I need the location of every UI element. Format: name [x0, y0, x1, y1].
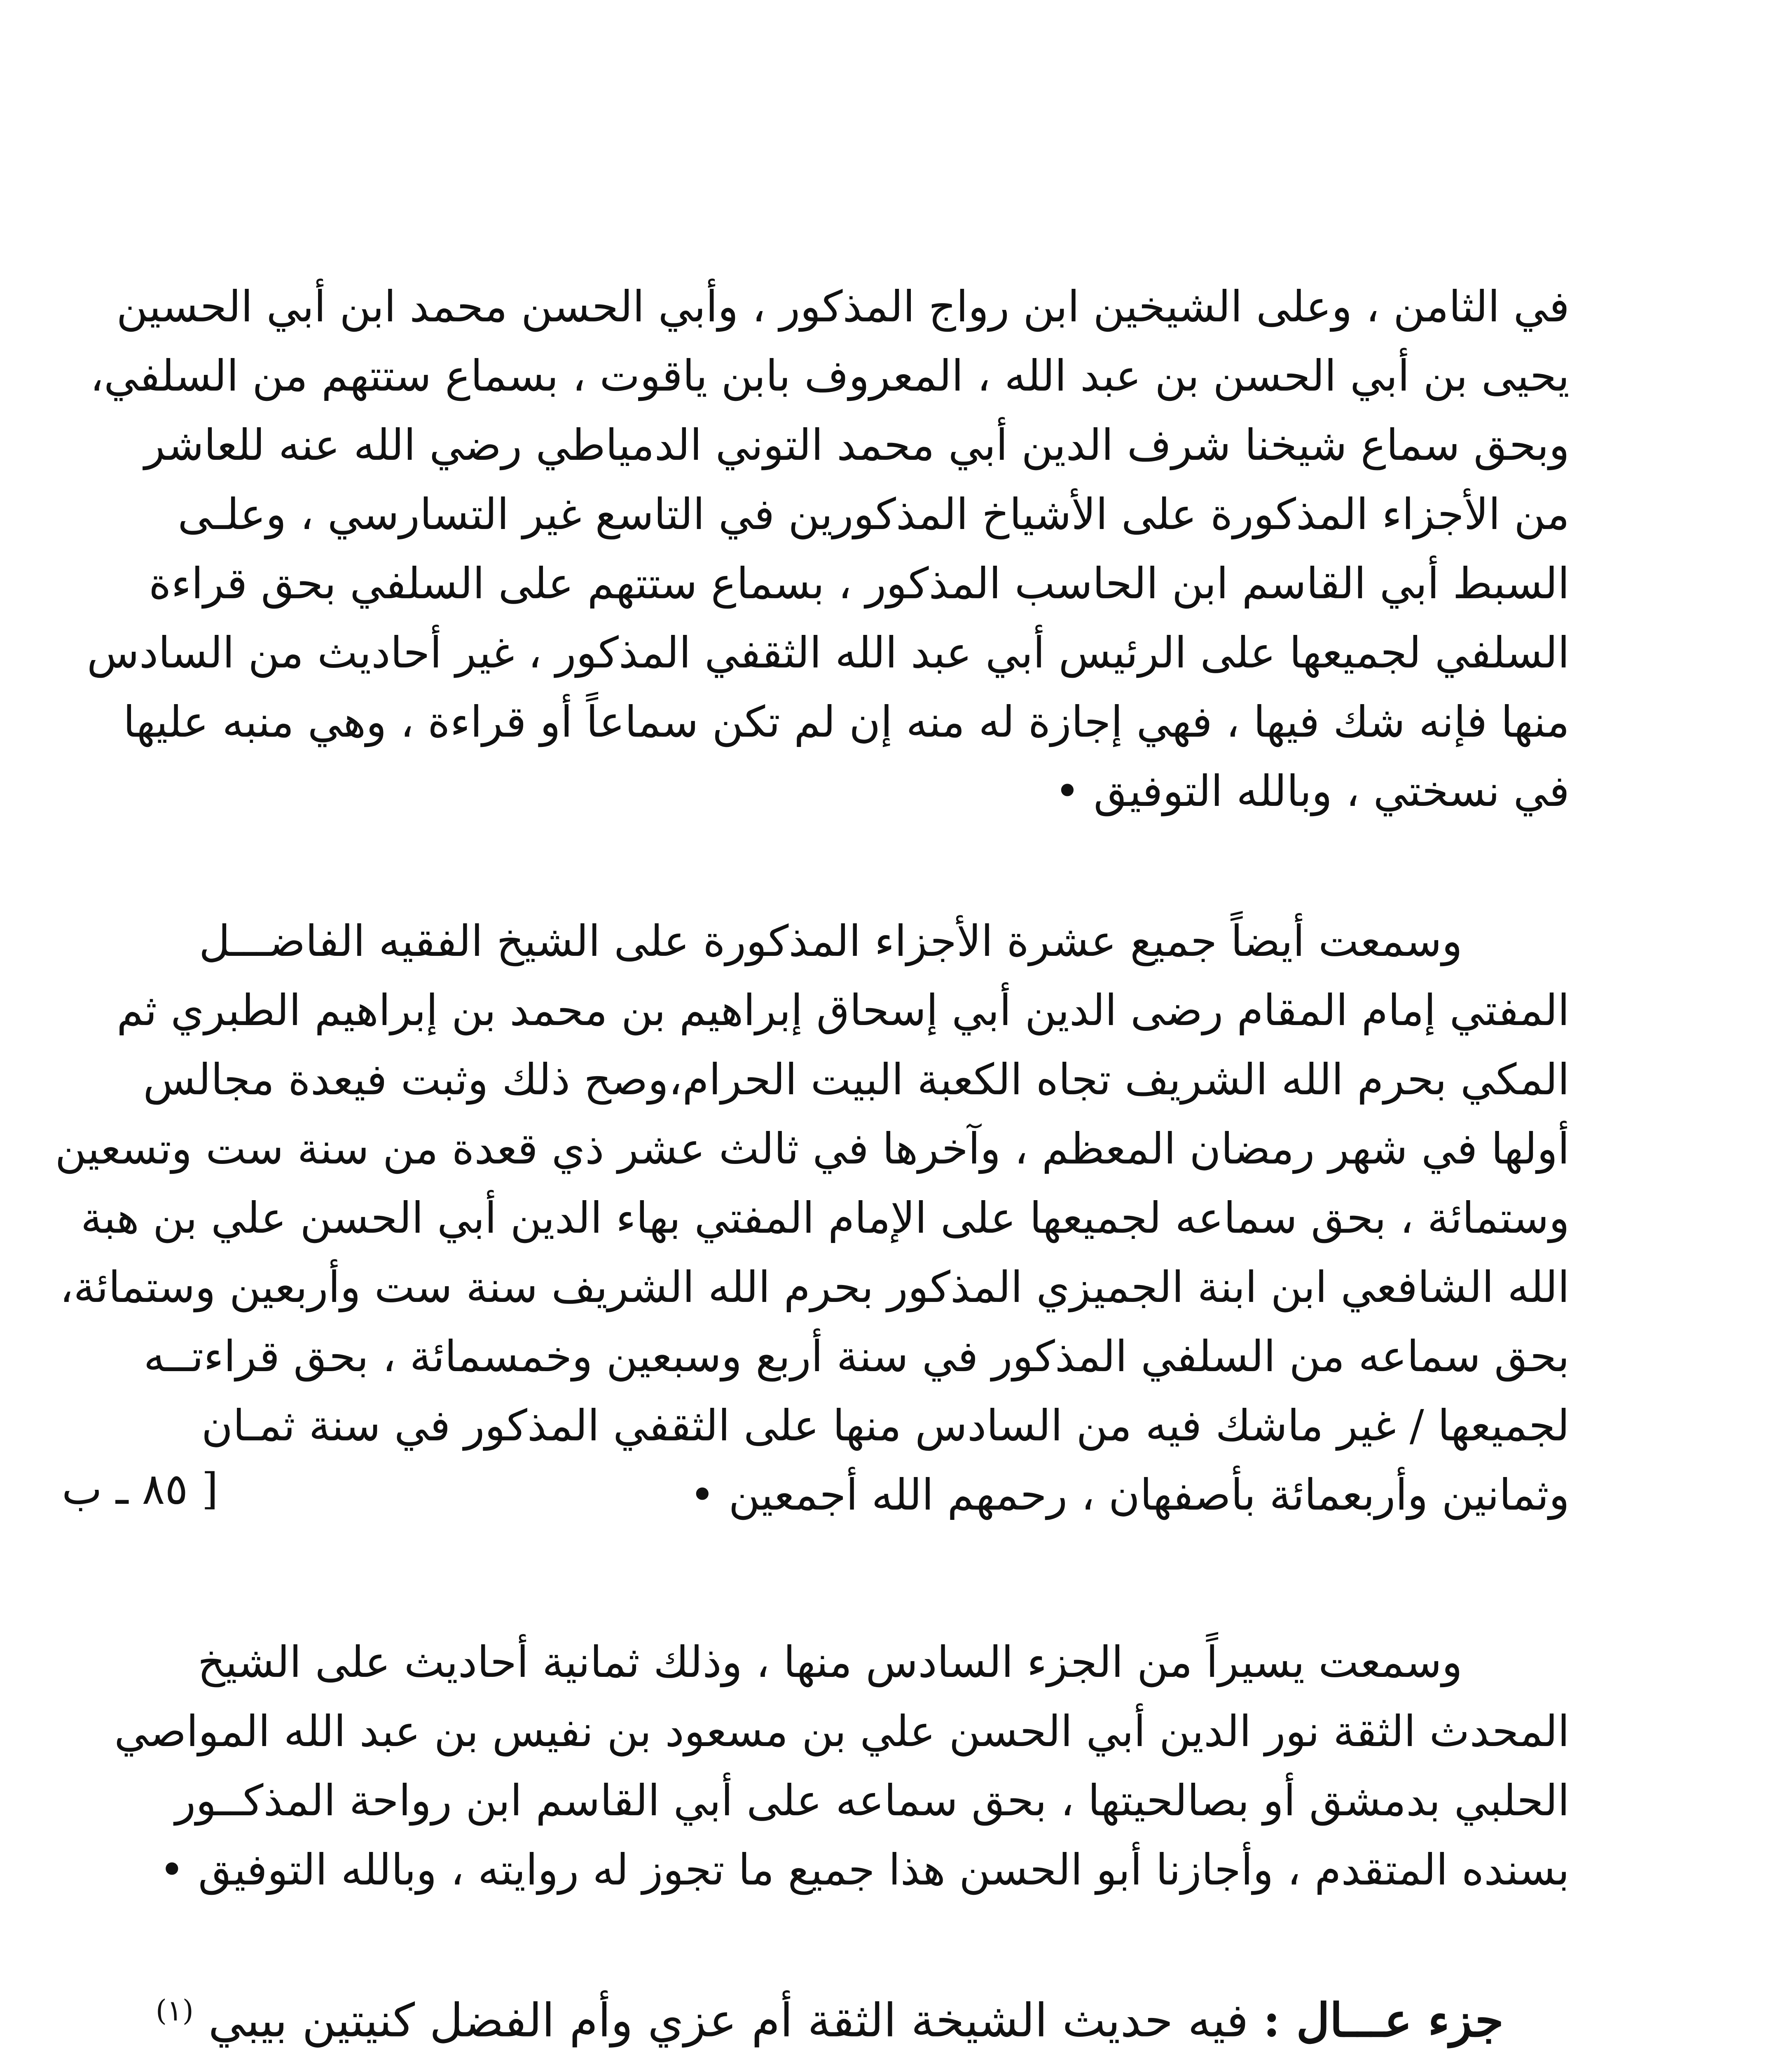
paragraph-3: [114, 1627, 1570, 1904]
text-line: في الثامن ، وعلى الشيخين ابن رواج المذكور ، وأبي الحسن محمد ابن أبي الحسين: [116, 281, 1570, 332]
juz-heading-text: فيه حديث الشيخة الثقة أم عزي وأم الفضل كنيتين بيبي: [208, 1994, 1249, 2048]
text-line: وستمائة ، بحق سماعه لجميعها على الإمام المفتي بهاء الدين أبي الحسن علي بن هبة: [80, 1193, 1570, 1243]
text-line: المفتي إمام المقام رضى الدين أبي إسحاق إبراهيم بن محمد بن إبراهيم الطبري ثم: [117, 985, 1570, 1035]
text-line: من الأجزاء المذكورة على الأشياخ المذكورين في التاسع غير التسارسي ، وعلـى: [178, 489, 1570, 539]
text-line: في نسختي ، وبالله التوفيق •: [1055, 766, 1570, 816]
text-line: منها فإنه شك فيها ، فهي إجازة له منه إن لم تكن سماعاً أو قراءة ، وهي منبه عليها: [123, 697, 1570, 747]
text-line: يحيى بن أبي الحسن بن عبد الله ، المعروف بابن ياقوت ، بسماع ستتهم من السلفي،: [90, 351, 1570, 401]
text-line: بسنده المتقدم ، وأجازنا أبو الحسن هذا جميع ما تجوز له روايته ، وبالله التوفيق •: [159, 1845, 1570, 1895]
text-line: الله الشافعي ابن ابنة الجميزي المذكور بحرم الله الشريف سنة ست وأربعين وستمائة،: [59, 1262, 1570, 1312]
text-line: السلفي لجميعها على الرئيس أبي عبد الله الثقفي المذكور ، غير أحاديث من السادس: [87, 627, 1570, 678]
text-line: بحق سماعه من السلفي المذكور في سنة أربع وسبعين وخمسمائة ، بحق قراءتــه: [143, 1331, 1570, 1381]
text-line: وسمعت أيضاً جميع عشرة الأجزاء المذكورة على الشيخ الفقيه الفاضـــل: [199, 916, 1462, 966]
text-line: المحدث الثقة نور الدين أبي الحسن علي بن مسعود بن نفيس بن عبد الله المواصي: [114, 1706, 1570, 1756]
margin-folio-reference: [ ٨٥ ـ ب: [62, 1464, 218, 1514]
text-line: أولها في شهر رمضان المعظم ، وآخرها في ثالث عشر ذي قعدة من سنة ست وتسعين: [55, 1124, 1570, 1174]
footnote-marker: (١): [155, 1994, 194, 2027]
paragraph-1: [87, 272, 1570, 826]
text-line: الحلبي بدمشق أو بصالحيتها ، بحق سماعه على أبي القاسم ابن رواحة المذكــور: [175, 1775, 1570, 1826]
text-line: المكي بحرم الله الشريف تجاه الكعبة البيت الحرام،وصح ذلك وثبت فيعدة مجالس: [143, 1054, 1570, 1105]
text-line: وسمعت يسيراً من الجزء السادس منها ، وذلك ثمانية أحاديث على الشيخ: [197, 1637, 1462, 1687]
text-line: وبحق سماع شيخنا شرف الدين أبي محمد التوني الدمياطي رضي الله عنه للعاشر: [144, 420, 1570, 470]
juz-heading-label: جزء عـــال :: [1263, 1993, 1504, 2048]
juz-heading: [155, 1973, 1504, 2058]
text-line: وثمانين وأربعمائة بأصفهان ، رحمهم الله أجمعين •: [690, 1470, 1570, 1520]
text-line: لجميعها / غير ماشك فيه من السادس منها على الثقفي المذكور في سنة ثمـان: [201, 1400, 1570, 1451]
text-line: السبط أبي القاسم ابن الحاسب المذكور ، بسماع ستتهم على السلفي بحق قراءة: [148, 558, 1570, 609]
